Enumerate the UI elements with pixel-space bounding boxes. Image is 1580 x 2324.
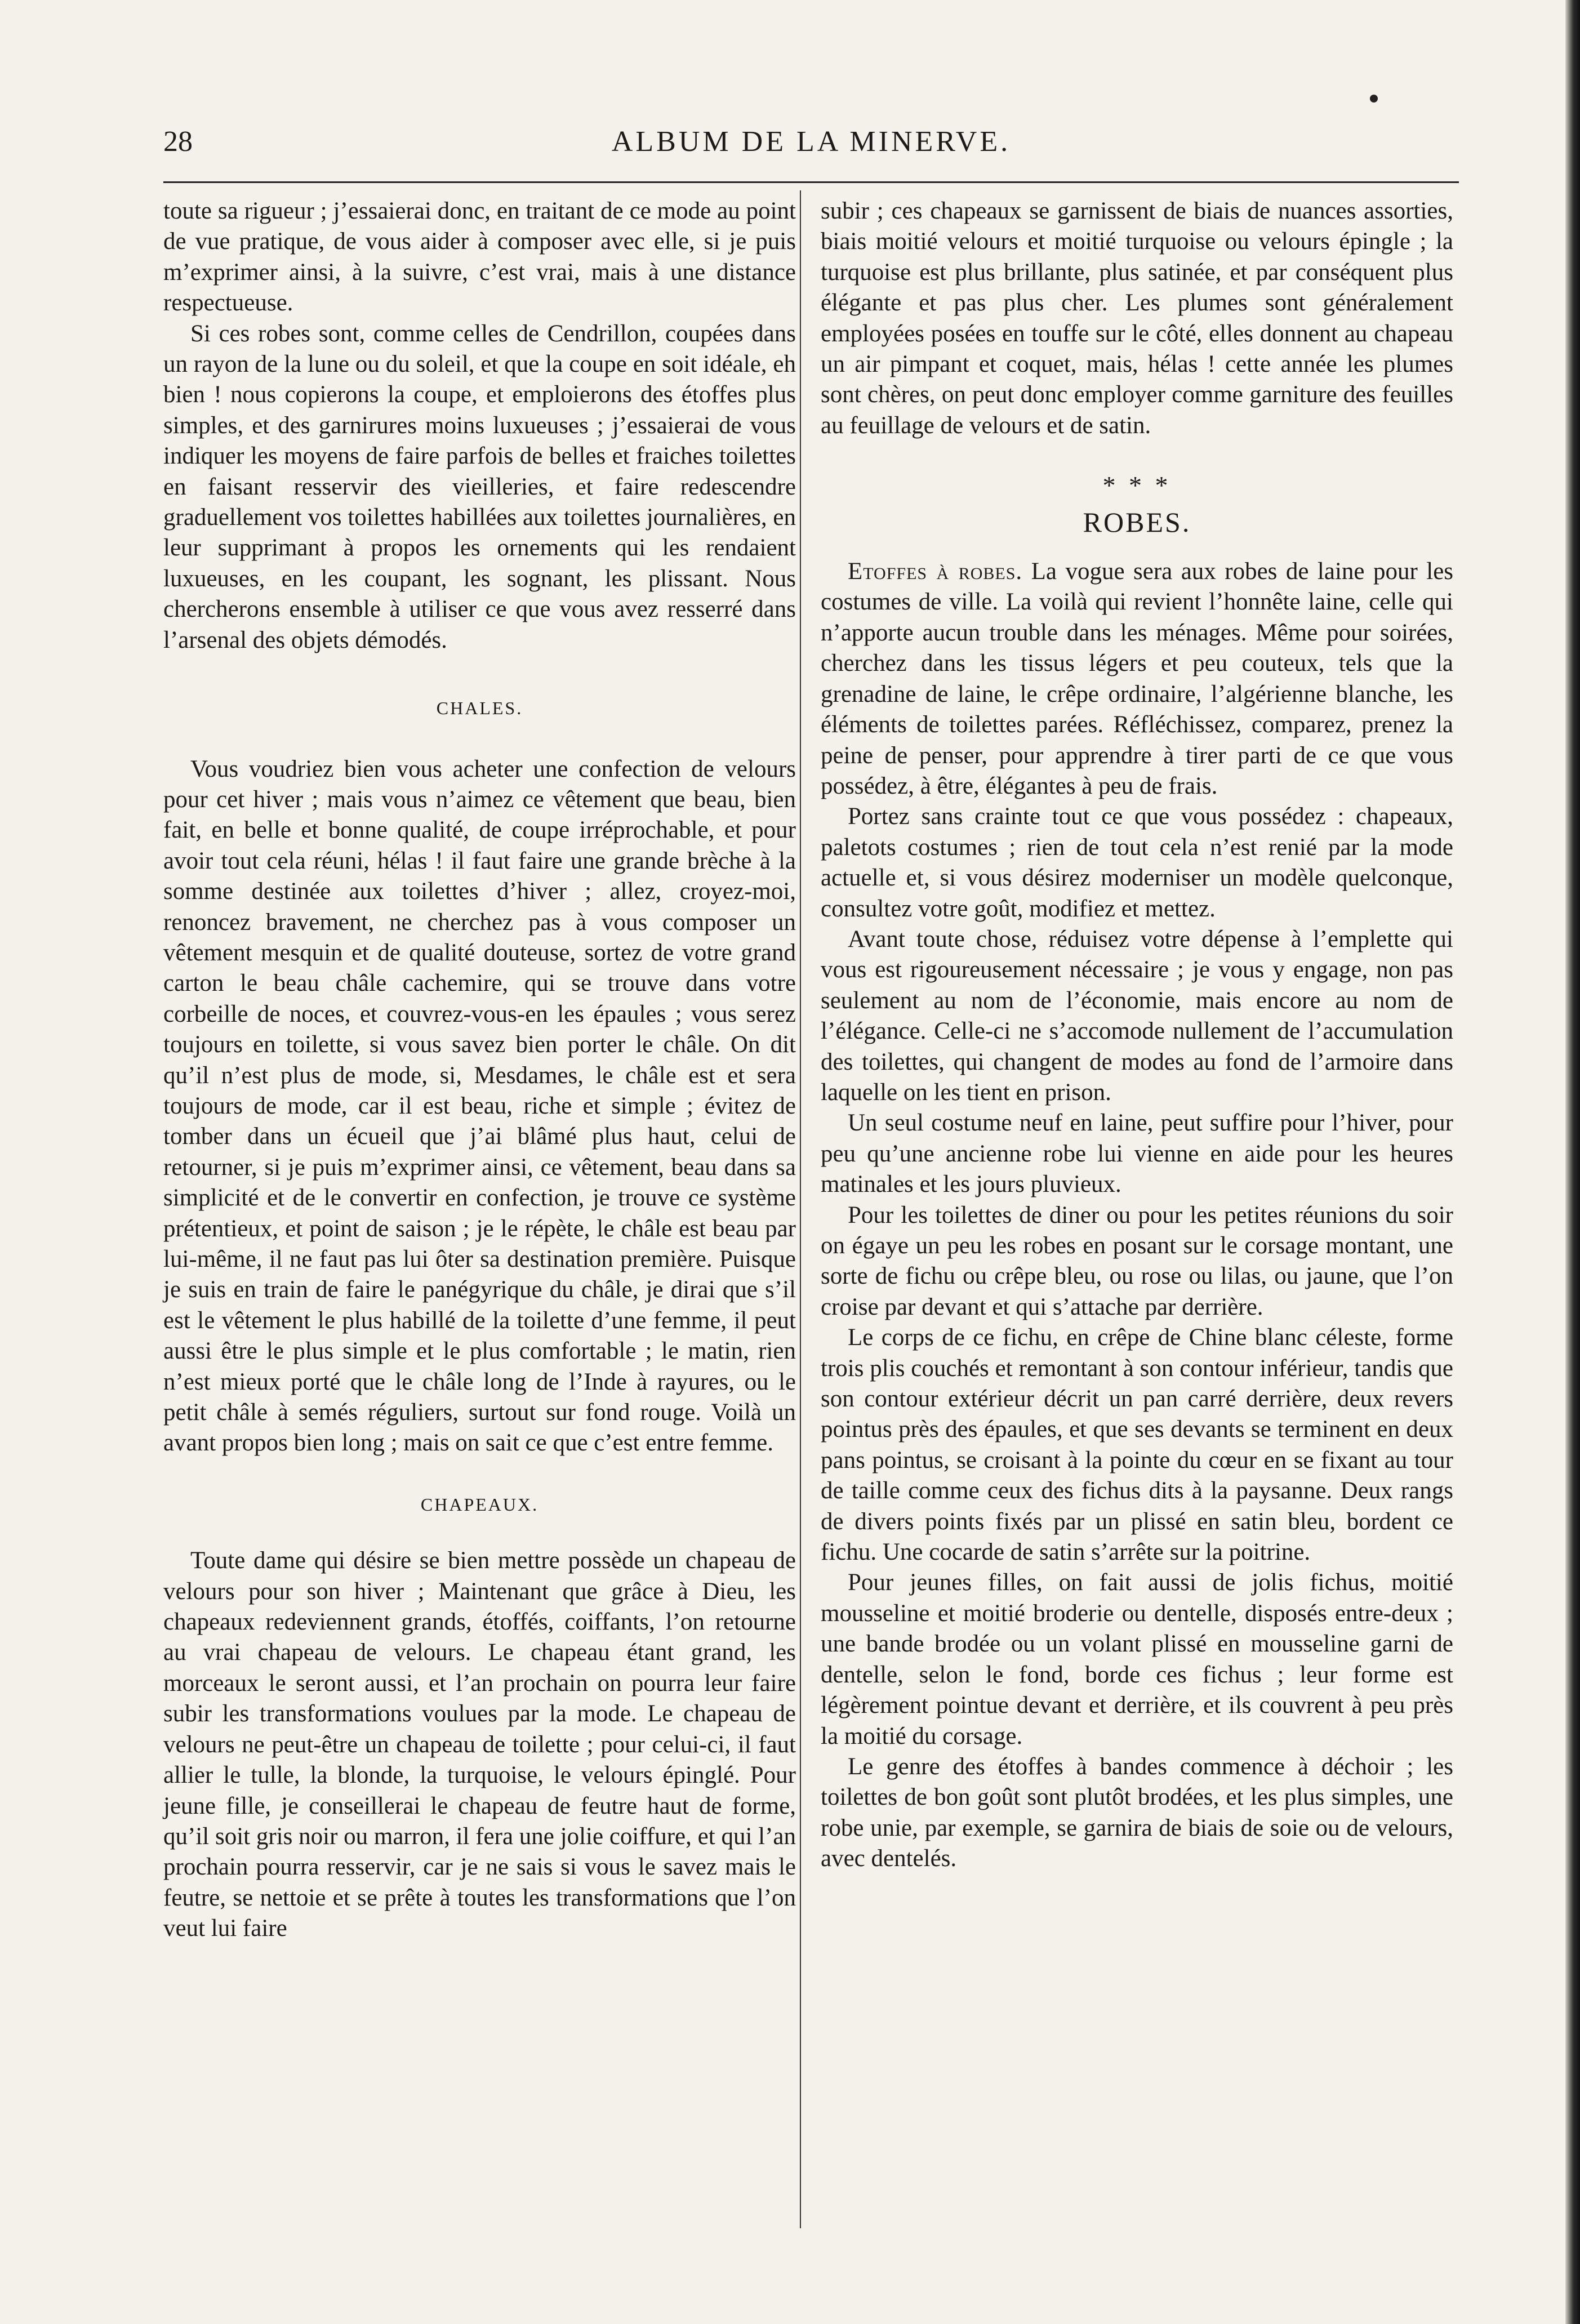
asterism: * * * bbox=[1102, 471, 1172, 500]
page-header bbox=[163, 125, 1459, 170]
paragraph: Si ces robes sont, comme celles de Cendrillon, coupées dans un rayon de la lune ou du soleil, et que la coupe en soit idéale, eh bien ! nous copierons la coupe, et emploierons des étoffes plus simples, et des garnirures moins luxueuses ; j’essaierai de vous indiquer les moyens de faire parfois de belles et fraiches toilettes en faisant resservir des vieilleries, et faire redescendre graduellement vos toilettes habillées aux toilettes journalières, en leur supprimant à propos les ornements qui les rendaient luxueuses, en les coupant, les sognant, les plissant. Nous chercherons ensemble à utiliser ce que vous avez resserré dans l’arsenal des objets démodés. bbox=[163, 320, 796, 653]
paragraph: Portez sans crainte tout ce que vous possédez : chapeaux, paletots costumes ; rien de tout cela n’est renié par la mode actuelle et, si vous désirez moderniser un modèle quelconque, consultez votre goût, modifiez et mettez. bbox=[821, 803, 1453, 922]
paragraph: toute sa rigueur ; j’essaierai donc, en traitant de ce mode au point de vue pratique, de vous aider à composer avec elle, si je puis m’exprimer ainsi, à la suivre, c’est vrai, mais à une distance respectueuse. bbox=[163, 198, 796, 317]
paragraph: Pour les toilettes de diner ou pour les petites réunions du soir on égaye un peu les robes en posant sur le corsage montant, une sorte de fichu ou crêpe bleu, ou rose ou lilas, ou jaune, que l’on croise par devant et qui s’attache par derrière. bbox=[821, 1201, 1453, 1320]
section-heading-chapeaux: CHAPEAUX. bbox=[420, 1494, 539, 1515]
page-number: 28 bbox=[163, 126, 193, 158]
paragraph: Avant toute chose, réduisez votre dépense à l’emplette qui vous est rigoureusement nécessaire ; je vous y engage, non pas seulement au nom de l’économie, mais encore au nom de l’élégance. Celle-ci ne s’accomode nullement de l’accumulation des toilettes, qui changent de modes au fond de l’armoire dans laquelle on les tient en prison. bbox=[821, 925, 1453, 1106]
paragraph: Pour jeunes filles, on fait aussi de jolis fichus, moitié mousseline et moitié broderie ou dentelle, disposés entre-deux ; une bande brodée ou un volant plissé en mousseline garni de dentelle, selon le fond, borde ces fichus ; leur forme est légèrement pointue devant et derrière, et ils couvrent à peu près la moitié du corsage. bbox=[821, 1569, 1453, 1749]
left-column bbox=[163, 196, 796, 1944]
paragraph-text: La vogue sera aux robes de laine pour les costumes de ville. La voilà qui revient l’honnête laine, celle qui n’apporte aucun trouble dans les ménages. Même pour soirées, cherchez dans les tissus légers et peu couteux, tels que la grenadine de laine, le crêpe ordinaire, l’algérienne blanche, les éléments de toilettes parées. Réfléchissez, comparez, prenez la peine de penser, pour apprendre à tirer parti de ce que vous possédez, à être, élégantes à peu de frais. bbox=[821, 558, 1454, 799]
page-binding-edge bbox=[1565, 0, 1580, 2324]
right-column bbox=[821, 196, 1453, 1875]
paragraph: Un seul costume neuf en laine, peut suffire pour l’hiver, pour peu qu’une ancienne robe lui vienne en aide pour les heures matinales et les jours pluvieux. bbox=[821, 1110, 1453, 1198]
paragraph: Vous voudriez bien vous acheter une confection de velours pour cet hiver ; mais vous n’aimez ce vêtement que beau, bien fait, en belle et bonne qualité, de coupe irréprochable, et pour avoir tout cela réuni, hélas ! il faut faire une grande brèche à la somme destinée aux toilettes d’hiver ; allez, croyez-moi, renoncez bravement, ne cherchez pas à vous composer un vêtement mesquin et de qualité douteuse, sortez de votre grand carton le beau châle cachemire, qui se trouve dans votre corbeille de noces, et couvrez-vous-en les épaules ; vous serez toujours en toilette, si vous savez bien porter le châle. On dit qu’il n’est plus de mode, si, Mesdames, le châle est et sera toujours de mode, car il est beau, riche et simple ; évitez de tomber dans un écueil que j’ai blâmé plus haut, celui de retourner, si je puis m’exprimer ainsi, ce vêtement, beau dans sa simplicité et de le convertir en confection, je trouve ce système prétentieux, et point de saison ; je le répète, le châle est beau par lui-même, il ne faut pas lui ôter sa destination première. Puisque je suis en train de faire le panégyrique du châle, je dirai que s’il est le vêtement le plus habillé de la toilette d’une femme, il peut aussi être le plus simple et le plus comfortable ; le matin, rien n’est mieux porté que le châle long de l’Inde à rayures, ou le petit châle à semés réguliers, surtout sur fond rouge. Voilà un avant propos bien long ; mais on sait ce que c’est entre femme. bbox=[163, 755, 796, 1457]
section-heading-chales: CHALES. bbox=[436, 698, 523, 719]
paragraph: Le corps de ce fichu, en crêpe de Chine blanc céleste, forme trois plis couchés et remontant à son contour inférieur, tandis que son contour extérieur décrit un pan carré derrière, deux revers pointus près des épaules, et que ses devants se terminent en deux pans pointus, se croisant à la pointe du cœur en se fixant au tour de taille comme ceux des fichus dits à la paysanne. Deux rangs de divers points fixés par un plissé en satin bleu, bordent ce fichu. Une cocarde de satin s’arrête sur la poitrine. bbox=[821, 1324, 1453, 1566]
paragraph: Toute dame qui désire se bien mettre possède un chapeau de velours pour son hiver ; Maintenant que grâce à Dieu, les chapeaux redeviennent grands, étoffés, coiffants, l’on retourne au vrai chapeau de velours. Le chapeau étant grand, les morceaux le seront aussi, et l’an prochain on pourra leur faire subir les transformations voulues par la mode. Le chapeau de velours ne peut-être un chapeau de toilette ; pour celui-ci, il faut allier le tulle, la blonde, la turquoise, le velours épinglé. Pour jeune fille, je conseillerai le chapeau de feutre haut de forme, qu’il soit gris noir ou marron, il fera une jolie coiffure, et qui l’an prochain pourra resservir, car je ne sais si vous le savez mais le feutre, se nettoie et se prête à toutes les transformations que l’on veut lui faire bbox=[163, 1547, 796, 1942]
running-head: ALBUM DE LA MINERVE. bbox=[611, 126, 1011, 158]
ink-speck bbox=[1370, 95, 1378, 103]
paragraph-lead: Etoffes à robes. bbox=[848, 558, 1023, 585]
paragraph: Le genre des étoffes à bandes commence à déchoir ; les toilettes de bon goût sont plutôt brodées, et les plus simples, une robe unie, par exemple, se garnira de biais de soie ou de velours, avec dentelés. bbox=[821, 1753, 1453, 1872]
section-heading-robes: ROBES. bbox=[1083, 506, 1191, 538]
header-rule bbox=[163, 181, 1459, 183]
column-divider bbox=[800, 190, 801, 2228]
paragraph: subir ; ces chapeaux se garnissent de biais de nuances assorties, biais moitié velours et moitié turquoise ou velours épingle ; la turquoise est plus brillante, plus satinée, et par conséquent plus élégante et pas plus cher. Les plumes sont généralement employées posées en touffe sur le côté, elles donnent au chapeau un air pimpant et coquet, mais, hélas ! cette année les plumes sont chères, on peut donc employer comme garniture des feuilles au feuillage de velours et de satin. bbox=[821, 198, 1453, 439]
paragraph bbox=[821, 556, 1453, 802]
